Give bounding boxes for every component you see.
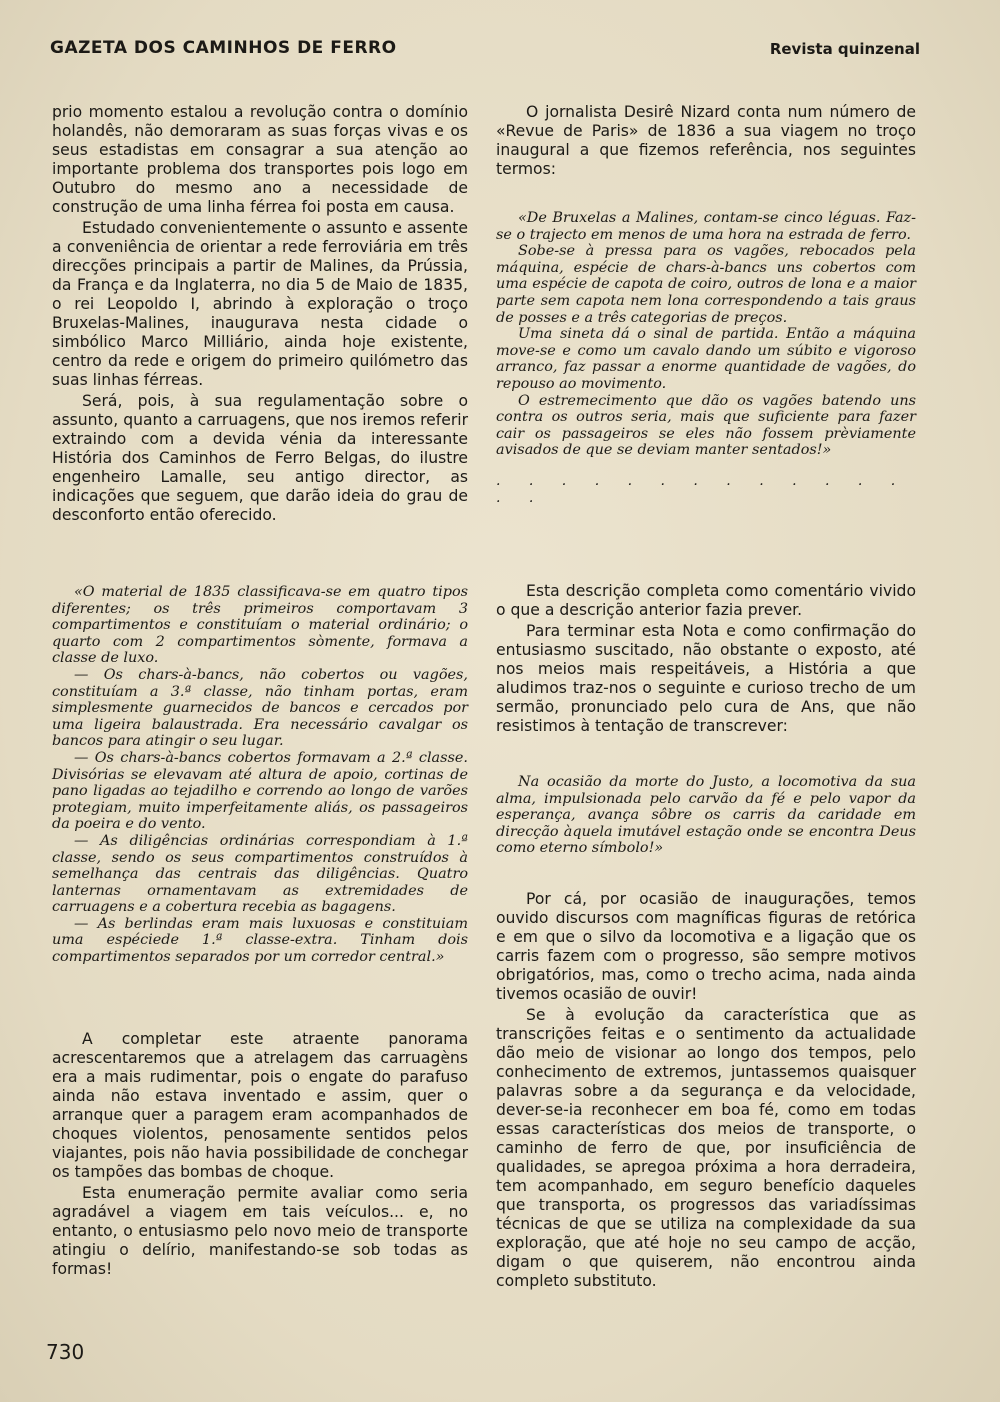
left-paragraph-2: Estudado convenientemente o assunto e assente a conveniência de orientar a rede ferroviária em três direcções principais a partir de Malines, da Prússia, da França e da Inglaterra, no dia 5 de Maio de 1835, o rei Leopoldo I, abrindo à exploração o troço Bruxelas-Malines, inaugurava nesta cidade o simbólico Marco Milliário, ainda hoje existente, centro da rede e origem do primeiro quilómetro das suas linhas férreas. <box>52 219 468 389</box>
left-column-top <box>52 103 468 527</box>
right-column-middle <box>496 582 916 738</box>
right-paragraph-3: Para terminar esta Nota e como confirmação do entusiasmo suscitado, não obstante o exposto, até nos meios mais respeitáveis, a História a que aludimos traz-nos o seguinte e curioso trecho de um sermão, pronunciado pelo cura de Ans, que não resistimos à tentação de transcrever: <box>496 622 916 735</box>
right-quote-2: Sobe-se à pressa para os vagões, rebocados pela máquina, espécie de chars-à-bancs uns cobertos com uma espécie de capota de coiro, outros de lona e a maior parte sem capota nem lona correspondendo a tais graus de posses e a três categorias de preços. <box>496 243 916 326</box>
left-paragraph-4: A completar este atraente panorama acrescentaremos que a atrelagem das carruagèns era a mais rudimentar, pois o engate do parafuso ainda não estava inventado e assim, quer o arranque quer a paragem eram acompanhados de choques violentos, penosamente sentidos pelos viajantes, pois não havia possibilidade de conchegar os tampões das bombas de choque. <box>52 1030 468 1181</box>
left-quote-3: — Os chars-à-bancs cobertos formavam a 2.ª classe. Divisórias se elevavam até altura de apoio, cortinas de pano ligadas ao tejadilho e correndo ao longo de varões protegiam, muito imperfeitamente aliás, os passageiros da poeira e do vento. <box>52 749 468 833</box>
right-paragraph-2: Esta descrição completa como comentário vivido o que a descrição anterior fazia prever. <box>496 582 916 619</box>
right-sermon-quote <box>496 774 916 857</box>
left-quote-5: — As berlindas eram mais luxuosas e constituiam uma espéciede 1.ª classe-extra. Tinham dois compartimentos separados por um corredor central.» <box>52 915 468 966</box>
right-column-bottom <box>496 890 916 1293</box>
right-quote-block <box>496 210 916 506</box>
right-quote-4: O estremecimento que dão os vagões batendo uns contra os outros seria, mais que suficiente para fazer cair os passageiros se eles não fossem prèviamente avisados de que se deviam manter sentados!» <box>496 392 916 459</box>
left-paragraph-1: prio momento estalou a revolução contra o domínio holandês, não demoraram as suas forças vivas e os seus estadistas em consagrar a sua atenção ao importante problema dos transportes pois logo em Outubro do mesmo ano a necessidade de construção de uma linha férrea foi posta em causa. <box>52 103 468 216</box>
left-quote-2: — Os chars-à-bancs, não cobertos ou vagões, constituíam a 3.ª classe, não tinham portas, eram simplesmente guarnecidos de bancos e cercados por uma ligeira balaustrada. Era necessário cavalgar os bancos para atingir o seu lugar. <box>52 666 468 750</box>
left-quote-4: — As diligências ordinárias correspondiam à 1.ª classe, sendo os seus compartimentos construídos à semelhança das centrais das diligências. Quatro lanternas ornamentavam as extremidades de carruagens e a cobertura recebia as bagagens. <box>52 832 468 916</box>
left-quote-1: «O material de 1835 classificava-se em quatro tipos diferentes; os três primeiros comportavam 3 compartimentos e constituíam o material ordinário; o quarto com 2 compartimentos sòmente, formava a classe de luxo. <box>52 584 468 667</box>
left-quote-block <box>52 584 468 966</box>
left-paragraph-5: Esta enumeração permite avaliar como seria agradável a viagem em tais veículos... e, no entanto, o entusiasmo pelo novo meio de transporte atingiu o delírio, manifestando-se sob todas as formas! <box>52 1184 468 1278</box>
page-number: 730 <box>46 1340 85 1364</box>
right-quote-3: Uma sineta dá o sinal de partida. Então a máquina move-se e como um cavalo dando um súbito e vigoroso arranco, faz passar a enorme quantidade de vagões, do repouso ao movimento. <box>496 326 916 392</box>
left-paragraph-3: Será, pois, à sua regulamentação sobre o assunto, quanto a carruagens, que nos iremos referir extraindo com a devida vénia da interessante História dos Caminhos de Ferro Belgas, do ilustre engenheiro Lamalle, seu antigo director, as indicações que seguem, que darão ideia do grau de desconforto então oferecido. <box>52 392 468 524</box>
journal-subtitle: Revista quinzenal <box>769 40 920 58</box>
right-paragraph-4: Por cá, por ocasião de inaugurações, temos ouvido discursos com magníficas figuras de retórica e em que o silvo da locomotiva e a ligação que os carris fazem com o progresso, são sempre motivos obrigatórios, mas, como o trecho acima, nada ainda tivemos ocasião de ouvir! <box>496 890 916 1003</box>
ellipsis-separator: . . . . . . . . . . . . . . . <box>496 472 908 506</box>
right-paragraph-5: Se à evolução da característica que as transcrições feitas e o sentimento da actualidade dão meio de visionar ao longo dos tempos, pelo conhecimento de extremos, juntassemos quaisquer palavras sobre a da segurança e da velocidade, dever-se-ia reconhecer em boa fé, como em todas essas características dos meios de transporte, o caminho de ferro de que, por insuficiência de qualidades, se apregoa próxima a hora derradeira, tem acompanhado, em seguro benefício daqueles que transporta, os progressos das variadíssimas técnicas de que se utiliza na complexidade da sua exploração, que até hoje no seu campo de acção, digam o que quiserem, não encontrou ainda completo substituto. <box>496 1006 916 1290</box>
page-header <box>50 38 920 62</box>
right-quote-5: Na ocasião da morte do Justo, a locomotiva da sua alma, impulsionada pelo carvão da fé e pelo vapor da esperança, avança sôbre os carris da caridade em direcção àquela imutável estação onde se encontra Deus como eterno símbolo!» <box>496 774 916 857</box>
right-paragraph-1: O jornalista Desirê Nizard conta num número de «Revue de Paris» de 1836 a sua viagem no troço inaugural a que fizemos referência, nos seguintes termos: <box>496 103 916 178</box>
right-column-top <box>496 103 916 181</box>
left-column-bottom <box>52 1030 468 1281</box>
right-quote-1: «De Bruxelas a Malines, contam-se cinco léguas. Faz-se o trajecto em menos de uma hora na estrada de ferro. <box>496 210 916 243</box>
journal-title: GAZETA DOS CAMINHOS DE FERRO <box>50 38 397 58</box>
